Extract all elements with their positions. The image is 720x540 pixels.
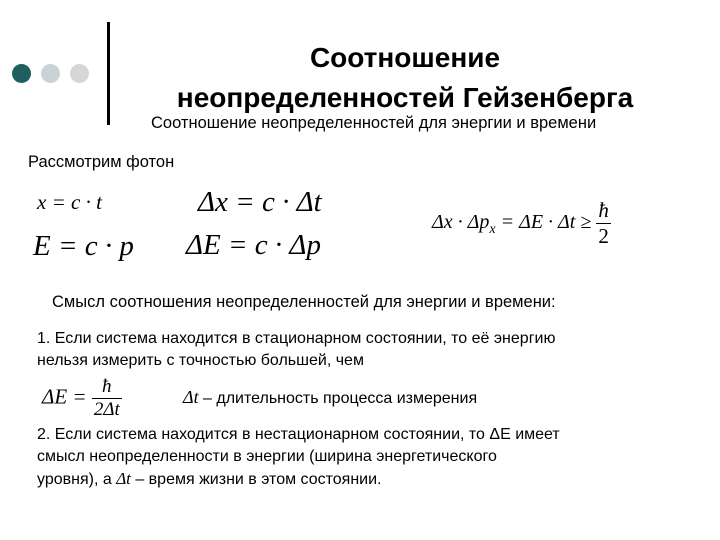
point-1-line-1: 1. Если система находится в стационарном состоянии, то её энергию bbox=[37, 330, 556, 347]
uncertainty-lhs: Δx · Δp bbox=[432, 211, 490, 234]
point-2-line-1 bbox=[37, 424, 560, 446]
decor-dot-light bbox=[41, 64, 60, 83]
point-2-line-3-a: уровня), а bbox=[37, 471, 117, 488]
formula-x-eq: x = c · t bbox=[37, 190, 102, 214]
title-divider bbox=[107, 22, 110, 125]
point-2-line-1-b: имеет bbox=[510, 426, 560, 443]
point-1-numerator: ħ bbox=[102, 376, 112, 397]
formula-dx-eq: Δx = c · Δt bbox=[198, 186, 322, 218]
formula-e-eq: E = c · p bbox=[33, 230, 134, 262]
point-1 bbox=[37, 328, 555, 372]
point-1-fraction bbox=[92, 376, 122, 421]
decor-dot-lighter bbox=[70, 64, 89, 83]
formula-uncertainty bbox=[432, 198, 611, 249]
slide-subtitle: Соотношение неопределенностей для энергии и времени bbox=[151, 114, 597, 132]
point-2-line-3-delta: Δt bbox=[116, 469, 131, 488]
intro-text: Рассмотрим фотон bbox=[28, 153, 175, 171]
uncertainty-mid: = ΔE · Δt ≥ bbox=[495, 211, 597, 234]
point-2-line-3 bbox=[37, 468, 560, 491]
slide-title bbox=[120, 38, 690, 118]
uncertainty-sub: x bbox=[489, 222, 496, 238]
point-1-formula-lhs: ΔE = bbox=[42, 384, 92, 409]
hbar: ħ bbox=[598, 198, 609, 222]
point-1-formula bbox=[42, 376, 122, 421]
point-2-line-2: смысл неопределенности в энергии (ширина энергетического bbox=[37, 448, 497, 465]
point-1-note-text: – длительность процесса измерения bbox=[198, 390, 478, 407]
point-2-line-3-b: – время жизни в этом состоянии. bbox=[130, 471, 382, 488]
meaning-heading: Смысл соотношения неопределенностей для энергии и времени: bbox=[52, 293, 556, 311]
point-1-note-delta: Δt bbox=[183, 387, 199, 407]
point-2-line-1-a: 2. Если система находится в нестационарном состоянии, то bbox=[37, 426, 490, 443]
title-line-1: Соотношение bbox=[309, 42, 501, 73]
point-2 bbox=[37, 424, 560, 491]
formula-de-eq: ΔE = c · Δp bbox=[186, 229, 321, 261]
point-1-line-2: нельзя измерить с точностью большей, чем bbox=[37, 352, 364, 369]
two: 2 bbox=[598, 224, 609, 248]
point-2-line-1-delta: ΔE bbox=[489, 426, 511, 443]
point-1-denominator: 2Δt bbox=[93, 399, 120, 420]
point-1-note bbox=[183, 386, 477, 410]
hbar-over-two bbox=[596, 198, 611, 249]
title-line-2: неопределенностей Гейзенберга bbox=[176, 82, 634, 113]
decor-dot-dark bbox=[12, 64, 31, 83]
